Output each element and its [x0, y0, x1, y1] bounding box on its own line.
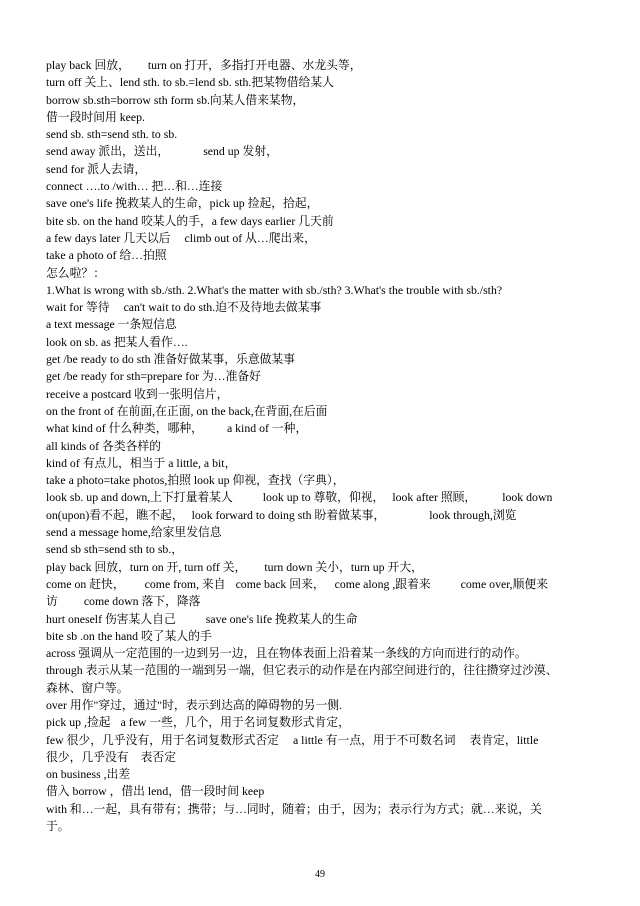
text-line: [46, 559, 602, 576]
text-line: [46, 662, 602, 679]
text-line: [46, 213, 602, 230]
text-line: [46, 593, 602, 610]
text-line: [46, 230, 602, 247]
text-line: [46, 541, 602, 558]
text-line: [46, 611, 602, 628]
text-line: [46, 420, 602, 437]
text-line: [46, 472, 602, 489]
text-line: [46, 732, 602, 749]
text-segment: across 强调从一定范围的一边到另一边，且在物体表面上沿着某一条线的方向而进行的动作。: [46, 646, 527, 661]
page-number: 49: [315, 869, 325, 880]
text-line: [46, 282, 602, 299]
text-segment: bite sb .on the hand 咬了某人的手: [46, 628, 212, 643]
text-segment: send up 发射，: [203, 144, 278, 159]
text-segment: through 表示从某一范围的一端到另一端，但它表示的动作是在内部空间进行的，往往攒穿过沙漠、: [46, 663, 558, 678]
text-segment: look sb. up and down,上下打量着某人: [46, 490, 233, 505]
text-line: [46, 645, 602, 662]
text-segment: on(upon)看不起，瞧不起，: [46, 507, 184, 522]
text-segment: a few days later 几天以后: [46, 230, 171, 245]
text-segment: connect ….to /with… 把…和…连接: [46, 179, 223, 194]
text-line: [46, 714, 602, 731]
text-segment: look on sb. as 把某人看作….: [46, 334, 188, 349]
text-segment: come from, 来自: [144, 576, 226, 591]
text-line: [46, 680, 602, 697]
text-segment: send for 派人去请，: [46, 161, 147, 176]
text-segment: come over,顺便来: [460, 576, 548, 591]
text-segment: save one's life 挽救某人的生命，pick up 捡起，拾起，: [46, 196, 319, 211]
text-segment: hurt oneself 伤害某人自己: [46, 611, 176, 626]
text-line: [46, 195, 602, 212]
text-line: [46, 143, 602, 160]
text-line: [46, 109, 602, 126]
text-segment: 于。: [46, 819, 70, 834]
text-segment: save one's life 挽救某人的生命: [205, 611, 358, 626]
text-line: [46, 524, 602, 541]
text-line: [46, 368, 602, 385]
text-segment: 访: [46, 594, 58, 609]
text-line: [46, 628, 602, 645]
text-line: [46, 126, 602, 143]
text-line: [46, 161, 602, 178]
text-segment: can't wait to do sth.迫不及待地去做某事: [123, 300, 322, 315]
text-segment: all kinds of 各类各样的: [46, 438, 162, 453]
text-segment: send away 派出，送出，: [46, 144, 170, 159]
text-segment: with 和…一起，具有带有；携带；与…同时，随着；由于，因为；表示行为方式；就…来说，关: [46, 801, 542, 816]
text-line: [46, 299, 602, 316]
text-segment: a text message 一条短信息: [46, 317, 177, 332]
text-line: [46, 489, 602, 506]
text-segment: a few 一些，几个，用于名词复数形式肯定，: [120, 715, 350, 730]
text-line: [46, 247, 602, 264]
text-segment: turn down 关小，turn up 开大，: [264, 559, 423, 574]
text-line: [46, 697, 602, 714]
text-line: [46, 74, 602, 91]
text-segment: on business ,出差: [46, 767, 131, 782]
text-segment: send sb. sth=send sth. to sb.: [46, 127, 178, 142]
text-segment: a little 有一点，用于不可数名词: [292, 732, 456, 747]
text-segment: 森林、窗户等。: [46, 680, 129, 695]
text-line: [46, 455, 602, 472]
text-segment: take a photo=take photos,拍照 look up 仰视，查找（字典），: [46, 473, 345, 488]
text-segment: send sb sth=send sth to sb.，: [46, 542, 184, 557]
text-segment: come down 落下，降落: [83, 594, 201, 609]
text-segment: over 用作"穿过，通过"时，表示到达高的障碍物的另一侧.: [46, 697, 343, 712]
text-segment: 很少，几乎没有: [46, 749, 129, 764]
text-line: [46, 801, 602, 818]
text-segment: 表否定: [140, 749, 176, 764]
text-segment: get /be ready to do sth 准备好做某事，乐意做某事: [46, 352, 296, 367]
text-segment: receive a postcard 收到一张明信片，: [46, 386, 229, 401]
text-line: [46, 576, 602, 593]
text-segment: look up to 尊敬，仰视，: [262, 490, 385, 505]
text-line: [46, 438, 602, 455]
text-segment: kind of 有点儿，相当于 a little, a bit，: [46, 455, 237, 470]
text-line: [46, 507, 602, 524]
text-segment: climb out of 从…爬出来，: [184, 230, 316, 245]
text-segment: borrow sb.sth=borrow sth form sb.向某人借来某物，: [46, 92, 305, 107]
text-segment: 怎么啦？：: [46, 265, 105, 280]
text-segment: send a message home,给家里发信息: [46, 525, 222, 540]
text-segment: come back 回来，: [235, 576, 325, 591]
text-line: [46, 265, 602, 282]
text-segment: on the front of 在前面,在正面, on the back,在背面,在后面: [46, 403, 328, 418]
text-segment: come on 赶快，: [46, 576, 125, 591]
text-line: [46, 403, 602, 420]
text-segment: come along ,跟着来: [334, 576, 431, 591]
text-segment: 借一段时间用 keep.: [46, 109, 145, 124]
text-segment: few 很少，几乎没有，用于名词复数形式否定: [46, 732, 279, 747]
text-line: [46, 316, 602, 333]
text-segment: what kind of 什么种类，哪种，: [46, 421, 203, 436]
text-line: [46, 334, 602, 351]
text-line: [46, 749, 602, 766]
text-segment: wait for 等待: [46, 300, 110, 315]
text-segment: 1.What is wrong with sb./sth. 2.What's the matter with sb./sth? 3.What's the trouble with sb./sth?: [46, 282, 503, 297]
text-segment: look through,浏览: [429, 507, 517, 522]
text-segment: look forward to doing sth 盼着做某事，: [191, 507, 386, 522]
text-line: [46, 178, 602, 195]
text-segment: pick up ,捡起: [46, 715, 111, 730]
text-segment: 表肯定，little: [469, 732, 539, 747]
text-segment: a kind of 一种，: [226, 421, 308, 436]
text-line: [46, 783, 602, 800]
text-segment: take a photo of 给…拍照: [46, 248, 167, 263]
text-segment: turn on 打开，多指打开电器、水龙头等，: [147, 58, 362, 72]
text-segment: play back 回放，: [46, 58, 130, 72]
vocabulary-notes: [46, 57, 602, 835]
text-line: [46, 92, 602, 109]
text-segment: look down: [502, 490, 553, 505]
text-segment: get /be ready for sth=prepare for 为…准备好: [46, 369, 261, 384]
text-segment: play back 回放，turn on 开, turn off 关，: [46, 559, 247, 574]
text-segment: look after 照顾，: [392, 490, 477, 505]
text-segment: bite sb. on the hand 咬某人的手，a few days earlier 几天前: [46, 213, 334, 228]
text-line: [46, 818, 602, 835]
text-line: [46, 766, 602, 783]
text-line: [46, 57, 602, 74]
text-segment: turn off 关上、lend sth. to sb.=lend sb. sth.把某物借给某人: [46, 75, 334, 90]
text-line: [46, 351, 602, 368]
text-line: [46, 386, 602, 403]
text-segment: 借入 borrow ，借出 lend，借一段时间 keep: [46, 784, 265, 799]
